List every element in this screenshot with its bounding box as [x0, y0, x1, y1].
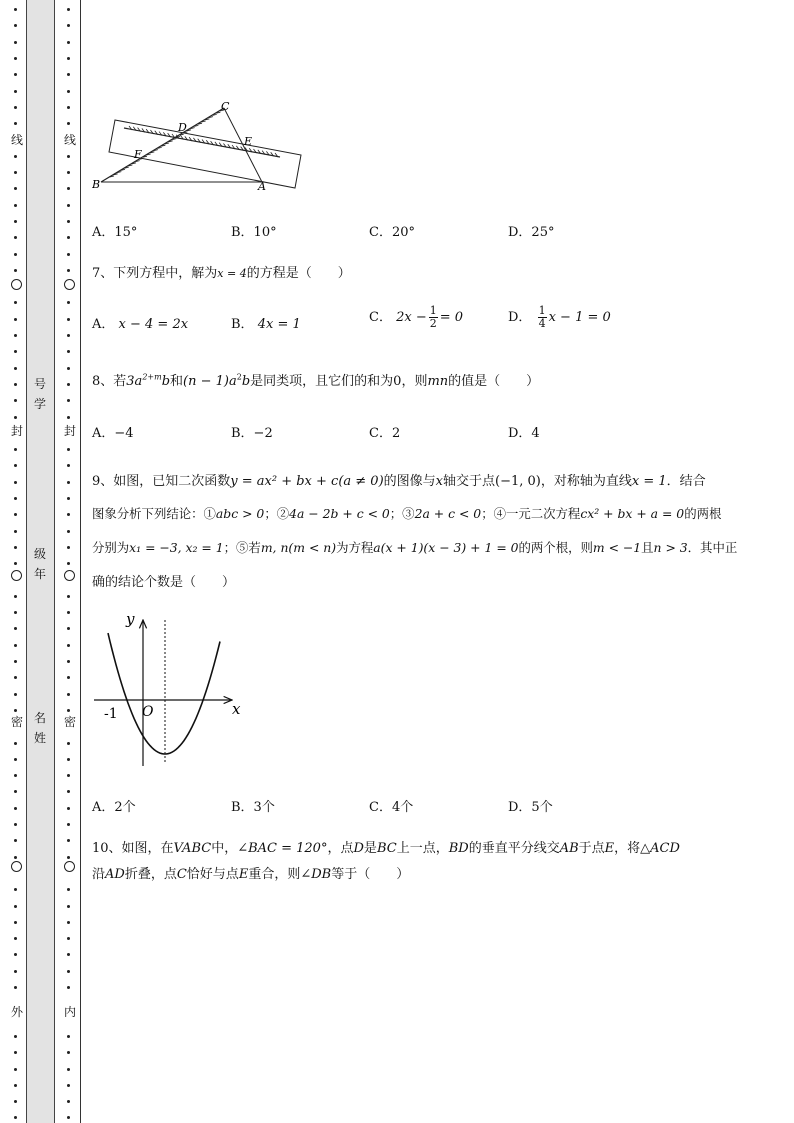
- margin-dot: [14, 220, 17, 223]
- margin-dot: [67, 448, 70, 451]
- label-D: D: [178, 121, 187, 134]
- inner-seal-char-3: 密: [63, 715, 76, 729]
- q10-line-1: 10、如图，在VABC中，∠BAC = 120°，点D是BC上一点，BD的垂直平分线交AB于点E，将△ACD: [92, 841, 680, 856]
- margin-dot: [14, 416, 17, 419]
- margin-dot: [14, 693, 17, 696]
- margin-dot: [67, 204, 70, 207]
- margin-dot: [14, 921, 17, 924]
- margin-dot: [67, 106, 70, 109]
- margin-dot: [14, 1100, 17, 1103]
- margin-dot: [14, 627, 17, 630]
- margin-dot: [14, 660, 17, 663]
- margin-dot: [14, 350, 17, 353]
- margin-dot: [67, 611, 70, 614]
- margin-dot: [14, 595, 17, 598]
- margin-dot: [14, 888, 17, 891]
- margin-dot: [67, 921, 70, 924]
- margin-dot: [14, 1035, 17, 1038]
- margin-dot: [67, 73, 70, 76]
- label-E: E: [244, 135, 253, 148]
- q9-line-3: 分别为x₁ = −3, x₂ = 1；⑤若m, n(m < n)为方程a(x + 1)(x − 3) + 1 = 0的两个根，则m < −1且n > 3．其中正: [92, 540, 738, 555]
- margin-dot: [14, 644, 17, 647]
- outer-dotted-line: [10, 0, 22, 1123]
- q7-option-d[interactable]: D． $\frac{1}{4}$ x − 1 = 0: [508, 304, 611, 330]
- grade-label: 级年: [33, 547, 46, 581]
- margin-dot: [67, 905, 70, 908]
- label-A: A: [258, 180, 266, 193]
- margin-dot: [67, 367, 70, 370]
- margin-dot: [67, 676, 70, 679]
- margin-dot: [14, 8, 17, 11]
- inner-dotted-line: [63, 0, 75, 1123]
- outer-seal-char-3: 密: [10, 715, 23, 729]
- margin-dot: [67, 464, 70, 467]
- binding-hole-icon: [11, 570, 22, 581]
- q9-option-b[interactable]: B．3个: [231, 800, 275, 815]
- q7-option-c[interactable]: C． 2x − $\frac{1}{2}$ = 0: [369, 304, 464, 330]
- q8-option-c[interactable]: C．2: [369, 426, 401, 441]
- margin-dot: [67, 595, 70, 598]
- margin-dot: [67, 416, 70, 419]
- margin-dot: [14, 122, 17, 125]
- margin-dot: [14, 367, 17, 370]
- margin-dot: [67, 155, 70, 158]
- ruler-figure: [92, 100, 307, 195]
- margin-dot: [14, 970, 17, 973]
- margin-dot: [67, 8, 70, 11]
- margin-dot: [67, 122, 70, 125]
- q9-option-d[interactable]: D．5个: [508, 800, 553, 815]
- q6-option-a[interactable]: A．15°: [92, 225, 138, 240]
- margin-dot: [67, 742, 70, 745]
- margin-dot: [67, 986, 70, 989]
- margin-dot: [67, 937, 70, 940]
- q8-option-b[interactable]: B．−2: [231, 426, 273, 441]
- inner-seal-char-2: 封: [63, 424, 76, 438]
- margin-dot: [14, 171, 17, 174]
- margin-dot: [67, 253, 70, 256]
- margin-dot: [14, 546, 17, 549]
- margin-dot: [14, 611, 17, 614]
- margin-dot: [67, 399, 70, 402]
- q9-line-4: 确的结论个数是（ ）: [92, 575, 236, 590]
- margin-dot: [14, 513, 17, 516]
- margin-dot: [67, 888, 70, 891]
- margin-dot: [67, 823, 70, 826]
- margin-dot: [67, 187, 70, 190]
- margin-dot: [67, 1100, 70, 1103]
- margin-dot: [67, 383, 70, 386]
- margin-dot: [14, 383, 17, 386]
- q8-stem: 8、若$3a^{2+m}b$和$(n - 1)a^2b$是同类项，且它们的和为0，则mn的值是（ ）: [92, 372, 540, 389]
- margin-dot: [14, 1084, 17, 1087]
- q8-option-d[interactable]: D．4: [508, 426, 540, 441]
- margin-rule: [80, 0, 81, 1123]
- line-CA: [224, 108, 262, 182]
- margin-dot: [67, 481, 70, 484]
- margin-dot: [67, 627, 70, 630]
- q6-option-b[interactable]: B．10°: [231, 225, 277, 240]
- binding-hole-icon: [11, 279, 22, 290]
- margin-dot: [14, 399, 17, 402]
- margin-dot: [14, 562, 17, 565]
- margin-dot: [14, 1068, 17, 1071]
- margin-dot: [14, 334, 17, 337]
- margin-dot: [14, 204, 17, 207]
- margin-dot: [14, 106, 17, 109]
- binding-hole-icon: [64, 570, 75, 581]
- margin-dot: [14, 41, 17, 44]
- q7-option-a[interactable]: A． x − 4 = 2x: [92, 317, 189, 332]
- margin-dot: [14, 1116, 17, 1119]
- margin-dot: [14, 269, 17, 272]
- margin-dot: [67, 1068, 70, 1071]
- name-label: 名姓: [33, 711, 46, 745]
- margin-dot: [67, 497, 70, 500]
- margin-dot: [14, 839, 17, 842]
- margin-dot: [67, 350, 70, 353]
- margin-dot: [14, 709, 17, 712]
- outer-seal-char-2: 封: [10, 424, 23, 438]
- margin-dot: [14, 497, 17, 500]
- margin-dot: [14, 464, 17, 467]
- margin-dot: [14, 807, 17, 810]
- q9-line-1: 9、如图，已知二次函数y = ax² + bx + c(a ≠ 0)的图像与x轴交于点(−1, 0)，对称轴为直线x = 1．结合: [92, 474, 706, 489]
- margin-dot: [14, 90, 17, 93]
- margin-dot: [14, 823, 17, 826]
- margin-dot: [14, 790, 17, 793]
- margin-dot: [67, 24, 70, 27]
- margin-dot: [67, 220, 70, 223]
- margin-dot: [14, 187, 17, 190]
- parabola-curve: [108, 633, 220, 754]
- margin-dot: [67, 334, 70, 337]
- margin-dot: [67, 90, 70, 93]
- margin-dot: [67, 953, 70, 956]
- margin-dot: [14, 856, 17, 859]
- margin-dot: [67, 546, 70, 549]
- outer-seal-char-4: 外: [10, 1005, 23, 1019]
- margin-dot: [14, 301, 17, 304]
- margin-dot: [14, 155, 17, 158]
- margin-dot: [67, 807, 70, 810]
- label-B: B: [92, 178, 101, 191]
- margin-dot: [14, 676, 17, 679]
- margin-dot: [67, 301, 70, 304]
- margin-dot: [67, 41, 70, 44]
- margin-dot: [67, 562, 70, 565]
- margin-dot: [67, 709, 70, 712]
- margin-dot: [67, 236, 70, 239]
- q6-option-c[interactable]: C．20°: [369, 225, 415, 240]
- margin-dot: [14, 73, 17, 76]
- binding-hole-icon: [11, 861, 22, 872]
- margin-dot: [67, 790, 70, 793]
- margin-dot: [67, 269, 70, 272]
- margin-dot: [14, 448, 17, 451]
- margin-dot: [14, 236, 17, 239]
- label-C: C: [221, 100, 230, 113]
- margin-dot: [67, 774, 70, 777]
- margin-dot: [14, 953, 17, 956]
- margin-dot: [14, 986, 17, 989]
- label-F: F: [134, 148, 142, 161]
- margin-dot: [67, 57, 70, 60]
- margin-dot: [14, 481, 17, 484]
- parabola-graph: [92, 608, 252, 770]
- binding-margin: [0, 0, 86, 1123]
- q10-line-2: 沿AD折叠，点C恰好与点E重合，则∠DB等于（ ）: [92, 867, 410, 882]
- margin-dot: [14, 905, 17, 908]
- margin-dot: [67, 758, 70, 761]
- margin-dot: [14, 253, 17, 256]
- q6-option-d[interactable]: D．25°: [508, 225, 555, 240]
- margin-dot: [14, 758, 17, 761]
- inner-seal-char-1: 线: [63, 133, 76, 147]
- margin-dot: [14, 57, 17, 60]
- margin-dot: [67, 856, 70, 859]
- margin-dot: [67, 530, 70, 533]
- margin-dot: [67, 839, 70, 842]
- q9-option-a[interactable]: A．2个: [92, 800, 136, 815]
- q8-option-a[interactable]: A．−4: [92, 426, 134, 441]
- margin-dot: [67, 1051, 70, 1054]
- binding-hole-icon: [64, 279, 75, 290]
- margin-dot: [67, 970, 70, 973]
- student-id-label: 号学: [33, 377, 46, 411]
- q7-option-b[interactable]: B． 4x = 1: [231, 317, 301, 332]
- margin-dot: [14, 318, 17, 321]
- margin-dot: [14, 937, 17, 940]
- neg-one-label: -1: [104, 706, 118, 722]
- margin-dot: [14, 774, 17, 777]
- y-axis-label: y: [126, 610, 135, 628]
- margin-dot: [67, 513, 70, 516]
- origin-label: O: [142, 704, 154, 720]
- margin-dot: [67, 1035, 70, 1038]
- inner-seal-char-4: 内: [63, 1005, 76, 1019]
- margin-dot: [67, 1116, 70, 1119]
- margin-dot: [67, 660, 70, 663]
- margin-dot: [67, 318, 70, 321]
- margin-dot: [14, 24, 17, 27]
- margin-dot: [67, 644, 70, 647]
- x-axis-label: x: [232, 700, 241, 718]
- margin-dot: [67, 171, 70, 174]
- q7-stem: 7、下列方程中，解为x = 4的方程是（ ）: [92, 266, 351, 281]
- outer-seal-char-1: 线: [10, 133, 23, 147]
- margin-dot: [14, 742, 17, 745]
- q9-line-2: 图象分析下列结论：①abc > 0；②4a − 2b + c < 0；③2a + c < 0；④一元二次方程cx² + bx + a = 0的两根: [92, 506, 722, 521]
- margin-dot: [14, 1051, 17, 1054]
- margin-dot: [67, 1084, 70, 1087]
- margin-dot: [14, 530, 17, 533]
- margin-dot: [67, 693, 70, 696]
- q9-option-c[interactable]: C．4个: [369, 800, 414, 815]
- binding-hole-icon: [64, 861, 75, 872]
